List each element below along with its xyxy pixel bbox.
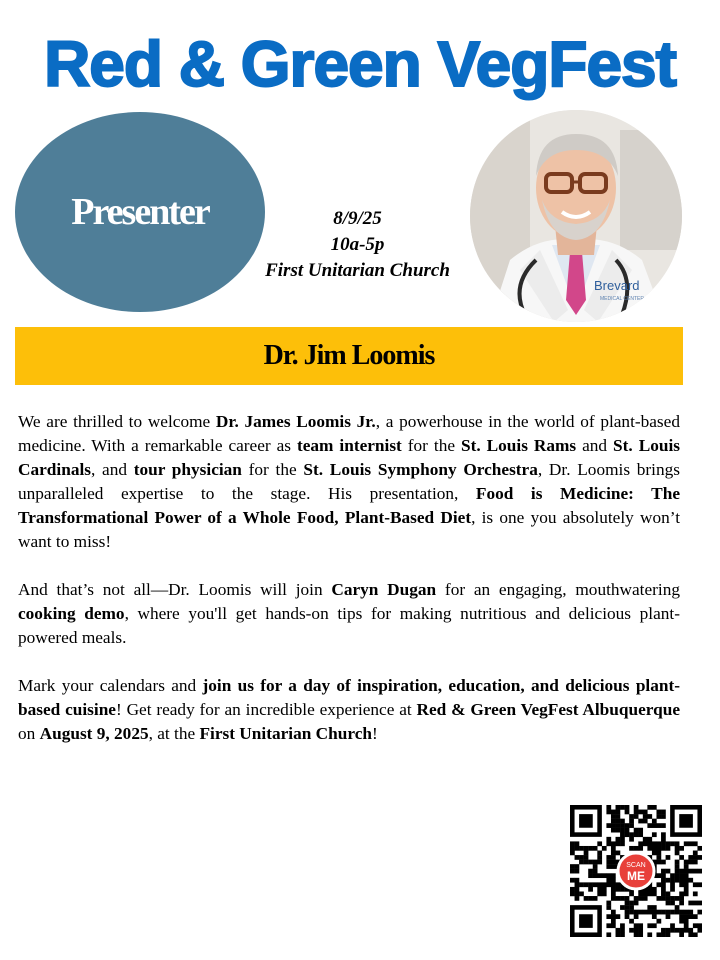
scan-me-line1: SCAN [626, 862, 646, 869]
presenter-badge-label: Presenter [71, 191, 209, 233]
presenter-name: Dr. Jim Loomis [263, 340, 435, 371]
description-paragraph [18, 410, 680, 554]
body-text-run: for the [401, 436, 461, 455]
body-text-run: , a powerhouse in the world of plant-based medicine. With a remarkable career as [18, 412, 680, 455]
event-venue: First Unitarian Church [265, 260, 450, 281]
emphasis-text: Food is Medicine: The Transformational Power of a Whole Food, Plant-Based Diet [18, 484, 680, 527]
body-text-run: for the [241, 460, 304, 479]
qr-code-image[interactable] [570, 805, 702, 937]
emphasis-text: Caryn Dugan [331, 580, 437, 599]
presenter-badge [15, 112, 265, 312]
emphasis-text: First Unitarian Church [199, 724, 372, 743]
emphasis-text: join us for a day of inspiration, education, and delicious plant-based cuisine [18, 676, 680, 719]
emphasis-text: St. Louis Symphony Orchestra [303, 460, 538, 479]
emphasis-text: tour physician [133, 460, 242, 479]
body-text-run: , where you'll get hands-on tips for making nutritious and delicious plant-powered meals. [18, 604, 680, 647]
body-text-run: , and [90, 460, 134, 479]
event-time: 10a-5p [330, 234, 385, 255]
event-details [235, 206, 480, 284]
emphasis-text: cooking demo [18, 604, 125, 623]
event-date: 8/9/25 [333, 208, 382, 229]
emphasis-text: Red & Green VegFest Albuquerque [416, 700, 681, 719]
description-paragraph [18, 578, 680, 650]
body-text-run: , at the [148, 724, 200, 743]
body-text-run: Mark your calendars and [18, 676, 203, 695]
emphasis-text: August 9, 2025 [39, 724, 149, 743]
body-text-run: And that’s not all—Dr. Loomis will join [18, 580, 332, 599]
body-text-run: ! [372, 724, 378, 743]
presenter-portrait-image [470, 110, 682, 322]
body-text-run: , is one you absolutely won’t want to miss! [18, 508, 681, 551]
body-text-run: , Dr. Loomis brings unparalleled expertise to the stage. His presentation, [18, 460, 680, 503]
emphasis-text: St. Louis Rams [460, 436, 577, 455]
presenter-photo [470, 110, 682, 322]
body-text-run: for an engaging, mouthwatering [436, 580, 680, 599]
qr-code[interactable] [570, 805, 702, 937]
description [18, 410, 680, 770]
body-text-run: and [576, 436, 614, 455]
event-title: Red & Green VegFest [44, 28, 676, 100]
scan-me-line2: ME [627, 869, 645, 883]
emphasis-text: team internist [296, 436, 402, 455]
coat-logo-sub: MEDICAL CENTER [600, 296, 644, 302]
body-text-run: We are thrilled to welcome [18, 412, 216, 431]
body-text-run: on [18, 724, 40, 743]
coat-logo: Brevard [594, 278, 640, 293]
description-paragraph [18, 674, 680, 746]
emphasis-text: Dr. James Loomis Jr. [215, 412, 376, 431]
emphasis-text: St. Louis Cardinals [18, 436, 681, 479]
body-text-run: ! Get ready for an incredible experience at [115, 700, 417, 719]
presenter-name-banner [15, 327, 683, 385]
